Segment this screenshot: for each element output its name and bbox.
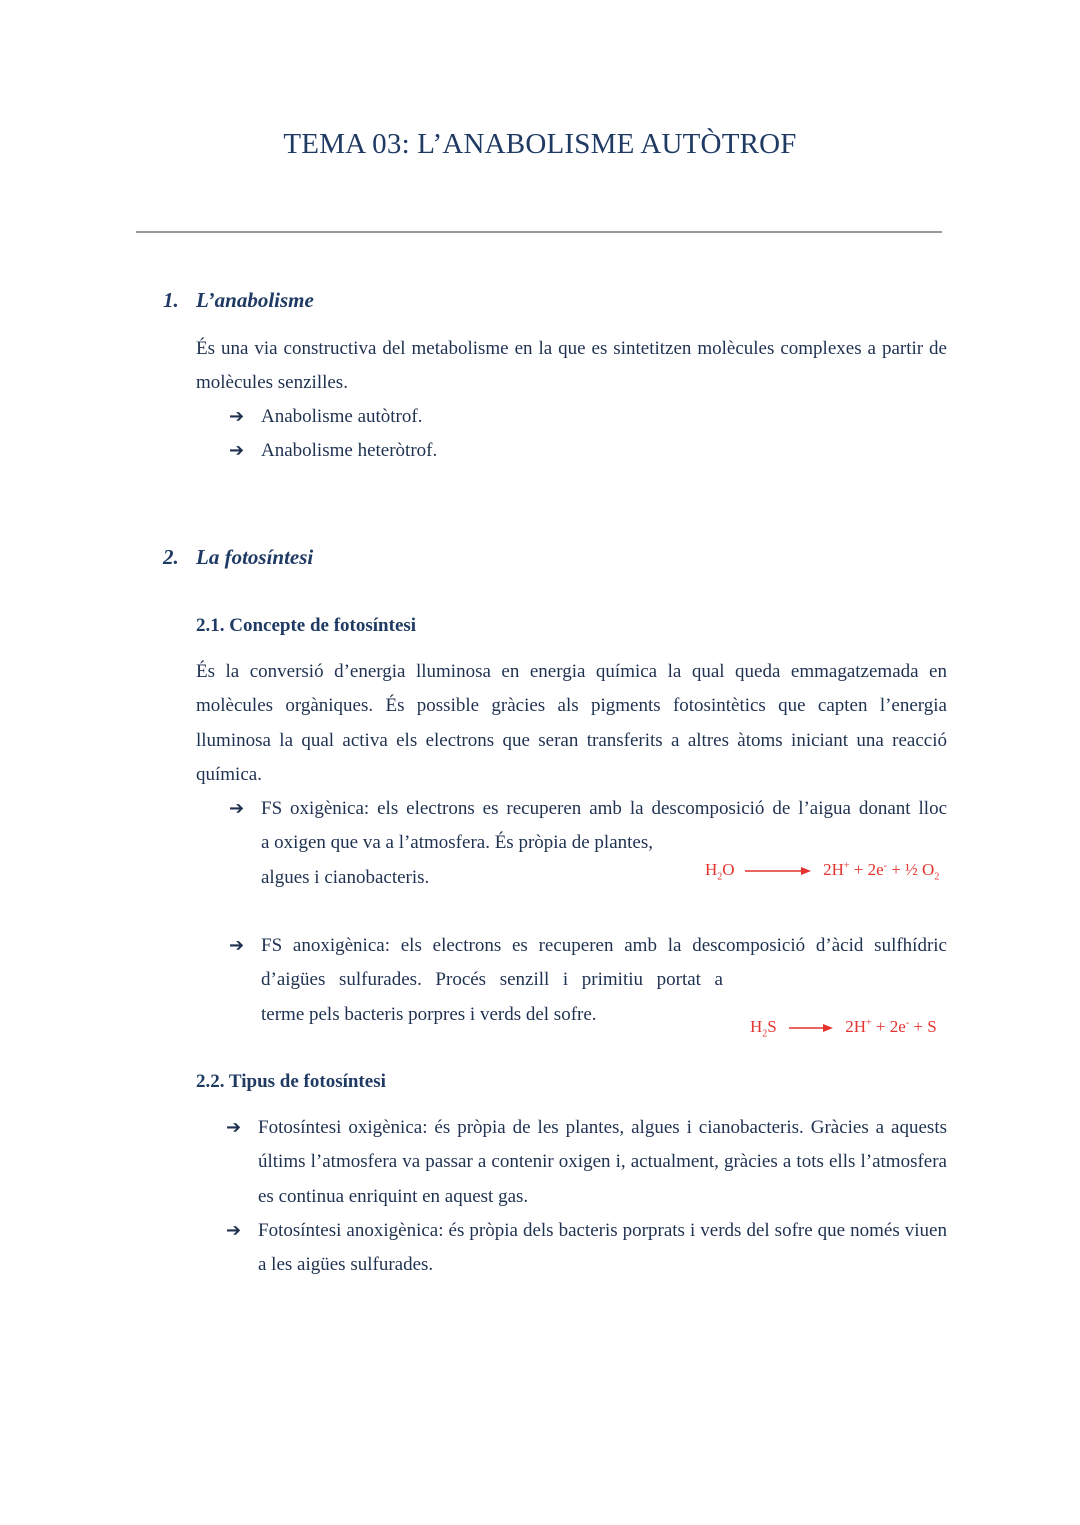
- section-1-number: 1.: [163, 288, 179, 312]
- title-divider: [136, 231, 942, 233]
- list-item-line: terme pels bacteris porpres i verds del sofre.: [261, 1003, 597, 1025]
- list-item: [226, 1214, 947, 1283]
- section-1-heading: [163, 288, 314, 313]
- document-title: TEMA 03: L’ANABOLISME AUTÒTROF: [283, 128, 797, 160]
- list-item: [226, 1111, 947, 1214]
- list-item-text: Fotosíntesi oxigènica: és pròpia de les plantes, algues i cianobacteris. Gràcies a aquests últims l’atmosfera va passar a contenir oxigen i, actualment, gràcies a tots ells l’atmosfera es continua enriquint en aquest gas.: [258, 1117, 947, 1207]
- list-item-line: algues i cianobacteris.: [261, 866, 430, 888]
- arrow-right-icon: ➔: [229, 406, 245, 427]
- list-item-text: Fotosíntesi anoxigènica: és pròpia dels bacteris porprats i verds del sofre que només viuen a les aigües sulfurades.: [258, 1220, 947, 1276]
- subsection-2-1-heading: 2.1. Concepte de fotosíntesi: [196, 615, 417, 636]
- list-item-line: FS oxigènica: els electrons es recuperen amb la descomposició de l’aigua donant lloc: [261, 798, 947, 819]
- subsection-2-1-paragraph: És la conversió d’energia lluminosa en energia química la qual queda emmagatzemada en molècules orgàniques. És possible gràcies als pigments fotosintètics que capten l’energia lluminosa la qual activa els electrons que seran transferits a altres àtoms iniciant una reacció química.: [196, 661, 947, 786]
- arrow-right-icon: ➔: [229, 440, 245, 461]
- list-item-text: Anabolisme autòtrof.: [261, 406, 423, 427]
- arrow-right-icon: ➔: [229, 935, 245, 956]
- list-item-line: d’aigües sulfurades. Procés senzill i primitiu portat a: [261, 969, 723, 991]
- arrow-right-icon: ➔: [226, 1220, 242, 1241]
- section-2-number: 2.: [163, 545, 179, 569]
- list-item-text: Anabolisme heteròtrof.: [261, 440, 438, 461]
- list-item-line: a oxigen que va a l’atmosfera. És pròpia de plantes,: [261, 832, 653, 854]
- arrow-right-icon: ➔: [229, 798, 245, 819]
- reaction-arrow-icon: [789, 1023, 833, 1033]
- list-item: [229, 434, 438, 468]
- list-item: [229, 400, 423, 434]
- section-2-heading: [163, 545, 313, 570]
- subsection-2-2-heading: 2.2. Tipus de fotosíntesi: [196, 1071, 386, 1092]
- section-2-title: La fotosíntesi: [196, 545, 314, 569]
- reaction-arrow-icon: [745, 866, 811, 876]
- section-1-title: L’anabolisme: [196, 288, 314, 312]
- equation-water-splitting: $H_2O$ 2H+ + 2e- + ½ $O_2$: [705, 860, 940, 883]
- section-1-paragraph: És una via constructiva del metabolisme en la que es sintetitzen molècules complexes a partir de molècules senzilles.: [196, 338, 947, 394]
- arrow-right-icon: ➔: [226, 1117, 242, 1138]
- equation-h2s-splitting: $H_2S$ 2H+ + 2e- + S: [750, 1017, 937, 1040]
- list-item-line: FS anoxigènica: els electrons es recuperen amb la descomposició d’àcid sulfhídric: [261, 935, 947, 956]
